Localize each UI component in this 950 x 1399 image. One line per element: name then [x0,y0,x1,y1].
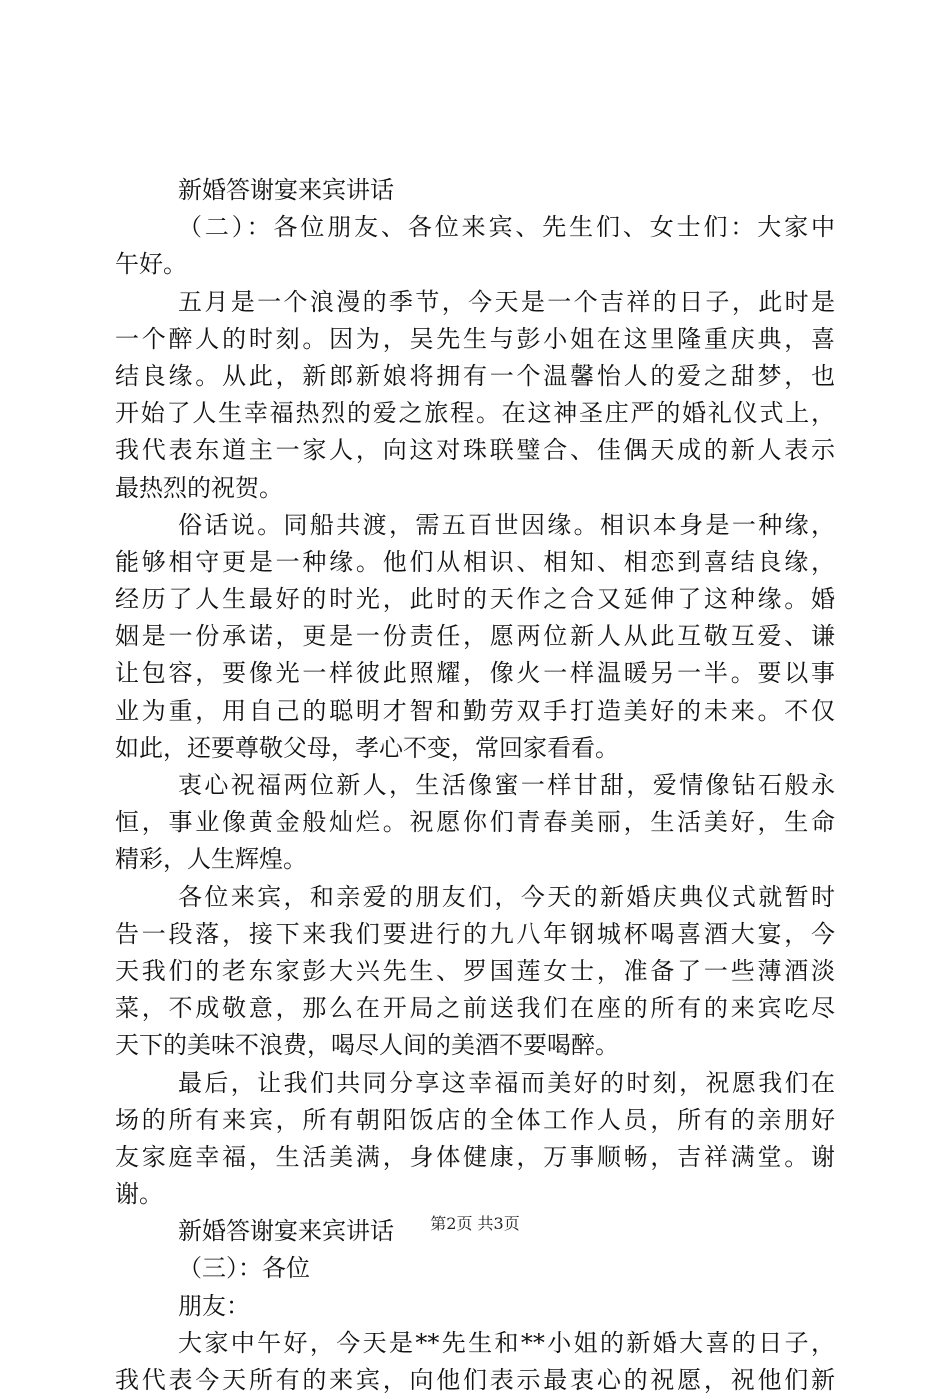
text-line: 我代表今天所有的来宾，向他们表示最衷心的祝愿，祝他们新 [115,1366,835,1394]
text-line: 经历了人生最好的时光，此时的天作之合又延伸了这种缘。婚 [115,585,835,614]
text-line: 我代表东道主一家人，向这对珠联璧合、佳偶天成的新人表示 [115,436,835,465]
text-line: 俗话说。同船共渡，需五百世因缘。相识本身是一种缘， [178,510,835,539]
text-line: 午好。 [115,250,187,279]
text-line: 衷心祝福两位新人，生活像蜜一样甘甜，爱情像钻石般永 [178,771,835,799]
text-line: 让包容，要像光一样彼此照耀，像火一样温暖另一半。要以事 [115,659,835,688]
text-line: （三）：各位 [178,1254,310,1283]
text-line: 业为重，用自己的聪明才智和勤劳双手打造美好的未来。不仅 [115,696,835,725]
text-line: 各位来宾，和亲爱的朋友们，今天的新婚庆典仪式就暂时 [178,882,835,911]
text-line: 五月是一个浪漫的季节，今天是一个吉祥的日子，此时是 [178,287,835,316]
page-footer: 第2页 共3页 [430,1214,520,1233]
text-line: 新婚答谢宴来宾讲话 [178,176,394,204]
text-line: 大家中午好，今天是**先生和**小姐的新婚大喜的日子， [178,1328,835,1357]
text-line: 恒，事业像黄金般灿烂。祝愿你们青春美丽，生活美好，生命 [115,808,835,837]
text-line: 告一段落，接下来我们要进行的九八年钢城杯喝喜酒大宴，今 [115,919,835,948]
text-line: 姻是一份承诺，更是一份责任，愿两位新人从此互敬互爱、谦 [115,622,835,651]
text-line: 谢。 [115,1180,163,1209]
text-line: 精彩，人生辉煌。 [115,845,307,874]
text-line: 场的所有来宾，所有朝阳饭店的全体工作人员，所有的亲朋好 [115,1105,835,1134]
text-line: 朋友： [178,1291,250,1320]
text-line: 开始了人生幸福热烈的爱之旅程。在这神圣庄严的婚礼仪式上， [115,399,835,428]
text-line: 能够相守更是一种缘。他们从相识、相知、相恋到喜结良缘， [115,547,835,576]
text-line: 最热烈的祝贺。 [115,473,283,502]
text-line: 天我们的老东家彭大兴先生、罗国莲女士，准备了一些薄酒淡 [115,956,835,985]
text-line: 友家庭幸福，生活美满，身体健康，万事顺畅，吉祥满堂。谢 [115,1142,835,1171]
text-line: 一个醉人的时刻。因为，吴先生与彭小姐在这里隆重庆典，喜 [115,324,835,353]
text-line: 菜，不成敬意，那么在开局之前送我们在座的所有的来宾吃尽 [115,994,835,1023]
text-line: 结良缘。从此，新郎新娘将拥有一个温馨怡人的爱之甜梦，也 [115,361,835,390]
text-line: 如此，还要尊敬父母，孝心不变，常回家看看。 [115,733,619,762]
text-line: （二）：各位朋友、各位来宾、先生们、女士们：大家中 [178,213,835,242]
text-line: 新婚答谢宴来宾讲话 [178,1217,394,1246]
text-line: 天下的美味不浪费，喝尽人间的美酒不要喝醉。 [115,1031,619,1060]
text-line: 最后，让我们共同分享这幸福而美好的时刻，祝愿我们在 [178,1068,835,1097]
